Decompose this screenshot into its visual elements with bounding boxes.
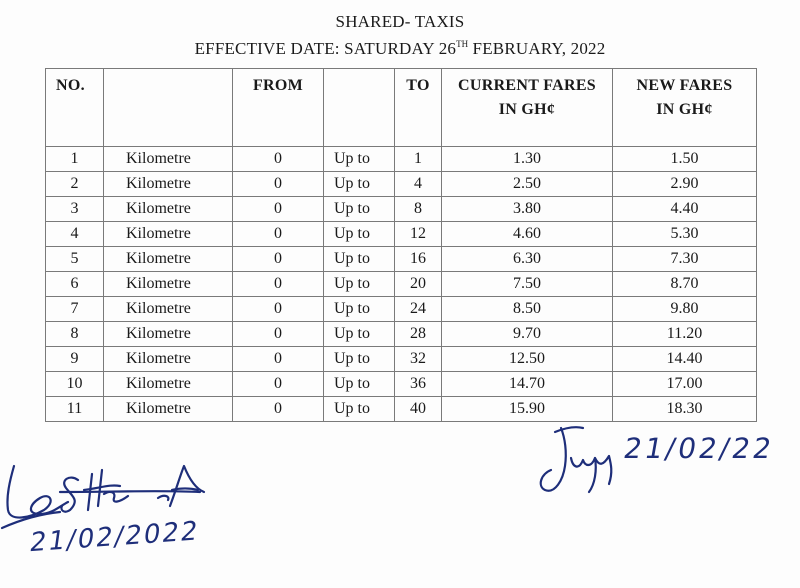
cell-from: 0	[233, 172, 324, 197]
cell-current-fare: 6.30	[442, 247, 613, 272]
cell-upto: Up to	[324, 172, 395, 197]
header-current-fares	[442, 69, 613, 147]
header-upto	[324, 69, 395, 147]
cell-no: 6	[46, 272, 104, 297]
header-to: TO	[395, 69, 442, 147]
cell-unit: Kilometre	[104, 247, 233, 272]
cell-to: 28	[395, 322, 442, 347]
cell-new-fare: 18.30	[613, 397, 757, 422]
cell-no: 10	[46, 372, 104, 397]
cell-unit: Kilometre	[104, 297, 233, 322]
cell-unit: Kilometre	[104, 372, 233, 397]
table-row	[46, 247, 757, 272]
cell-from: 0	[233, 197, 324, 222]
cell-current-fare: 2.50	[442, 172, 613, 197]
cell-upto: Up to	[324, 147, 395, 172]
table-row	[46, 347, 757, 372]
cell-to: 1	[395, 147, 442, 172]
cell-current-fare: 9.70	[442, 322, 613, 347]
table-row	[46, 147, 757, 172]
fares-table	[45, 68, 757, 422]
cell-to: 40	[395, 397, 442, 422]
right-signature	[535, 418, 777, 518]
cell-new-fare: 11.20	[613, 322, 757, 347]
cell-upto: Up to	[324, 372, 395, 397]
cell-unit: Kilometre	[104, 272, 233, 297]
cell-unit: Kilometre	[104, 147, 233, 172]
fares-table-body	[46, 147, 757, 422]
table-row	[46, 272, 757, 297]
header-current-line2: IN GH¢	[498, 101, 556, 118]
cell-from: 0	[233, 247, 324, 272]
cell-from: 0	[233, 372, 324, 397]
cell-unit: Kilometre	[104, 222, 233, 247]
heading-title: SHARED- TAXIS	[335, 12, 465, 31]
cell-to: 8	[395, 197, 442, 222]
cell-no: 7	[46, 297, 104, 322]
cell-upto: Up to	[324, 222, 395, 247]
right-signature-date: 21/02/22	[621, 432, 777, 465]
cell-unit: Kilometre	[104, 347, 233, 372]
cell-new-fare: 7.30	[613, 247, 757, 272]
cell-from: 0	[233, 222, 324, 247]
cell-current-fare: 1.30	[442, 147, 613, 172]
document-heading	[0, 10, 800, 60]
cell-new-fare: 17.00	[613, 372, 757, 397]
table-row	[46, 172, 757, 197]
cell-new-fare: 8.70	[613, 272, 757, 297]
effective-date-suffix: FEBRUARY, 2022	[468, 39, 606, 58]
table-row	[46, 372, 757, 397]
table-row	[46, 297, 757, 322]
table-row	[46, 222, 757, 247]
header-from: FROM	[233, 69, 324, 147]
cell-to: 16	[395, 247, 442, 272]
cell-upto: Up to	[324, 247, 395, 272]
table-row	[46, 197, 757, 222]
cell-no: 2	[46, 172, 104, 197]
cell-new-fare: 1.50	[613, 147, 757, 172]
cell-to: 36	[395, 372, 442, 397]
cell-upto: Up to	[324, 347, 395, 372]
header-new-fares	[613, 69, 757, 147]
cell-unit: Kilometre	[104, 322, 233, 347]
header-no: NO.	[46, 69, 104, 147]
cell-from: 0	[233, 347, 324, 372]
cell-unit: Kilometre	[104, 197, 233, 222]
table-row	[46, 322, 757, 347]
cell-from: 0	[233, 272, 324, 297]
cell-upto: Up to	[324, 197, 395, 222]
table-row	[46, 397, 757, 422]
cell-from: 0	[233, 297, 324, 322]
cell-current-fare: 7.50	[442, 272, 613, 297]
cell-to: 4	[395, 172, 442, 197]
cell-upto: Up to	[324, 297, 395, 322]
effective-date-ordinal: TH	[456, 39, 469, 49]
cell-no: 4	[46, 222, 104, 247]
cell-new-fare: 4.40	[613, 197, 757, 222]
heading-effective-date	[0, 33, 800, 60]
header-new-line2: IN GH¢	[656, 101, 713, 118]
cell-new-fare: 2.90	[613, 172, 757, 197]
table-header-row	[46, 69, 757, 147]
cell-no: 9	[46, 347, 104, 372]
header-unit	[104, 69, 233, 147]
cell-no: 11	[46, 397, 104, 422]
cell-from: 0	[233, 397, 324, 422]
cell-to: 12	[395, 222, 442, 247]
cell-current-fare: 15.90	[442, 397, 613, 422]
header-new-line1: NEW FARES	[636, 77, 733, 94]
cell-no: 5	[46, 247, 104, 272]
cell-no: 3	[46, 197, 104, 222]
cell-to: 24	[395, 297, 442, 322]
cell-upto: Up to	[324, 272, 395, 297]
cell-no: 1	[46, 147, 104, 172]
cell-current-fare: 4.60	[442, 222, 613, 247]
effective-date-prefix: EFFECTIVE DATE: SATURDAY 26	[194, 39, 457, 58]
cell-current-fare: 12.50	[442, 347, 613, 372]
cell-to: 32	[395, 347, 442, 372]
cell-from: 0	[233, 322, 324, 347]
cell-unit: Kilometre	[104, 172, 233, 197]
cell-from: 0	[233, 147, 324, 172]
cell-new-fare: 5.30	[613, 222, 757, 247]
left-signature-date: 21/02/2022	[27, 516, 202, 559]
cell-current-fare: 14.70	[442, 372, 613, 397]
cell-upto: Up to	[324, 322, 395, 347]
cell-to: 20	[395, 272, 442, 297]
left-signature-drawing	[0, 440, 240, 580]
left-signature	[0, 440, 240, 580]
cell-no: 8	[46, 322, 104, 347]
cell-new-fare: 14.40	[613, 347, 757, 372]
cell-upto: Up to	[324, 397, 395, 422]
cell-current-fare: 8.50	[442, 297, 613, 322]
header-current-line1: CURRENT FARES	[458, 77, 596, 94]
cell-new-fare: 9.80	[613, 297, 757, 322]
cell-current-fare: 3.80	[442, 197, 613, 222]
cell-unit: Kilometre	[104, 397, 233, 422]
